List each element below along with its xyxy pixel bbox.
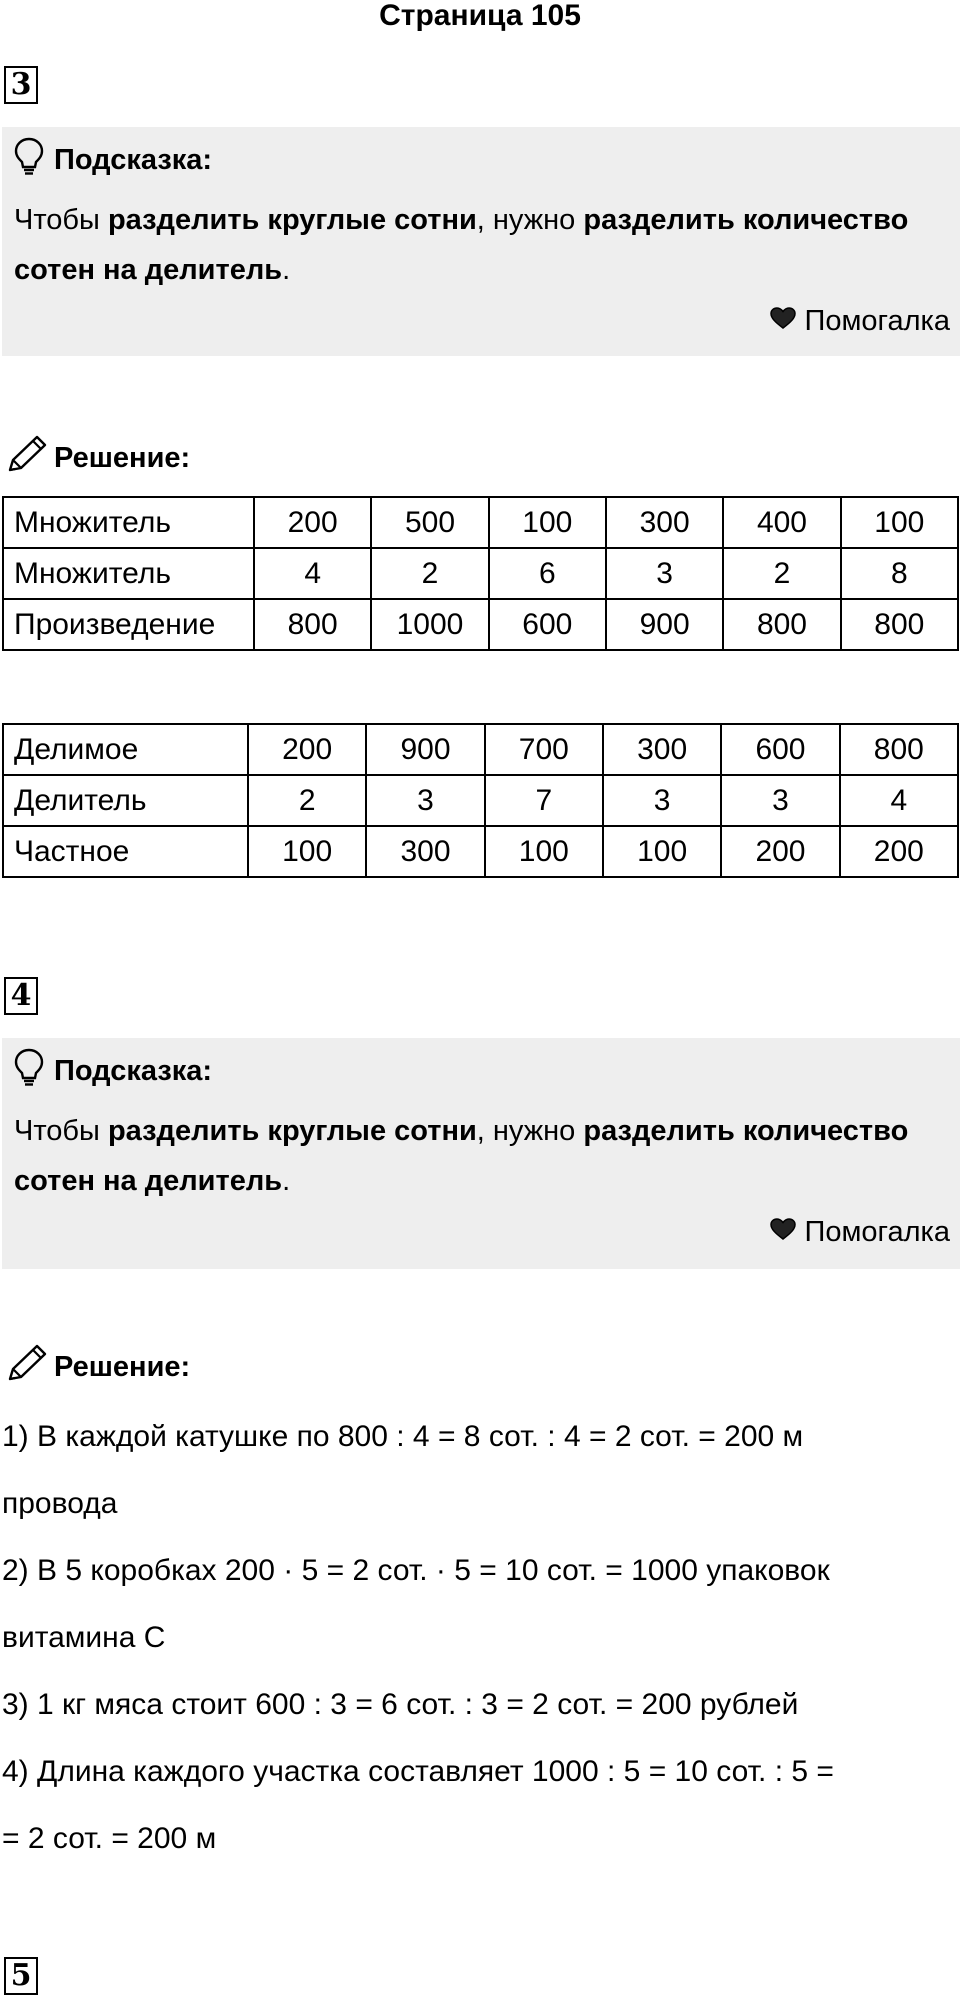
table-cell: 3 [606,548,723,599]
table-row [3,775,958,826]
task-number-3: 3 [4,66,38,104]
table-cell: 800 [840,724,958,775]
table-cell: 2 [371,548,488,599]
table-cell: 8 [841,548,958,599]
table-cell: 200 [248,724,366,775]
row-label: Делимое [3,724,248,775]
table-cell: 900 [366,724,484,775]
table-cell: 200 [254,497,371,548]
table-cell: 2 [248,775,366,826]
table-row [3,548,958,599]
hint-heading: Подсказка: [14,1048,212,1094]
division-table [2,723,959,878]
table-cell: 100 [841,497,958,548]
solution-line: витамина С [2,1621,166,1654]
solution-text-task-4 [2,1403,952,1872]
hint-box-task-4 [2,1038,960,1269]
hint-text: Чтобы разделить круглые сотни, нужно разделить количество сотен на делитель. [14,204,909,286]
table-cell: 400 [723,497,840,548]
table-cell: 100 [248,826,366,877]
solution-heading-task-3: Решение: [6,434,190,482]
solution-line: 1) В каждой катушке по 800 : 4 = 8 сот. : 4 = 2 сот. = 200 м [2,1420,804,1453]
table-cell: 2 [723,548,840,599]
table-cell: 3 [721,775,839,826]
credit: Помогалка [769,305,950,338]
hint-heading: Подсказка: [14,137,212,183]
table-cell: 300 [606,497,723,548]
row-label: Множитель [3,497,254,548]
table-cell: 300 [366,826,484,877]
table-cell: 500 [371,497,488,548]
table-cell: 200 [840,826,958,877]
pencil-icon [6,434,48,482]
table-cell: 3 [603,775,721,826]
table-row [3,826,958,877]
table-cell: 7 [485,775,603,826]
table-row [3,724,958,775]
pencil-icon [6,1343,48,1391]
lightbulb-icon [14,1048,44,1094]
lightbulb-icon [14,137,44,183]
solution-line: 2) В 5 коробках 200 · 5 = 2 сот. · 5 = 10 сот. = 1000 упаковок [2,1554,830,1587]
table-cell: 800 [254,599,371,650]
table-cell: 600 [721,724,839,775]
solution-heading-task-4: Решение: [6,1343,190,1391]
table-cell: 4 [840,775,958,826]
table-cell: 4 [254,548,371,599]
hint-box-task-3 [2,127,960,356]
row-label: Делитель [3,775,248,826]
hint-text: Чтобы разделить круглые сотни, нужно разделить количество сотен на делитель. [14,1115,909,1197]
table-cell: 800 [841,599,958,650]
table-cell: 100 [603,826,721,877]
task-number-5: 5 [4,1957,38,1995]
table-cell: 900 [606,599,723,650]
table-cell: 3 [366,775,484,826]
table-cell: 600 [489,599,606,650]
table-cell: 100 [485,826,603,877]
multiplication-table [2,496,959,651]
table-cell: 1000 [371,599,488,650]
table-row [3,497,958,548]
credit: Помогалка [769,1216,950,1249]
row-label: Частное [3,826,248,877]
table-cell: 300 [603,724,721,775]
page-title: Страница 105 [379,0,581,32]
table-cell: 200 [721,826,839,877]
heart-icon [769,1216,797,1249]
solution-line: = 2 сот. = 200 м [2,1822,217,1855]
solution-line: 3) 1 кг мяса стоит 600 : 3 = 6 сот. : 3 = 2 сот. = 200 рублей [2,1688,799,1721]
table-row [3,599,958,650]
task-number-4: 4 [4,977,38,1015]
solution-line: 4) Длина каждого участка составляет 1000 : 5 = 10 сот. : 5 = [2,1755,834,1788]
solution-line: провода [2,1487,118,1520]
row-label: Множитель [3,548,254,599]
table-cell: 6 [489,548,606,599]
table-cell: 800 [723,599,840,650]
table-cell: 100 [489,497,606,548]
row-label: Произведение [3,599,254,650]
heart-icon [769,305,797,338]
table-cell: 700 [485,724,603,775]
